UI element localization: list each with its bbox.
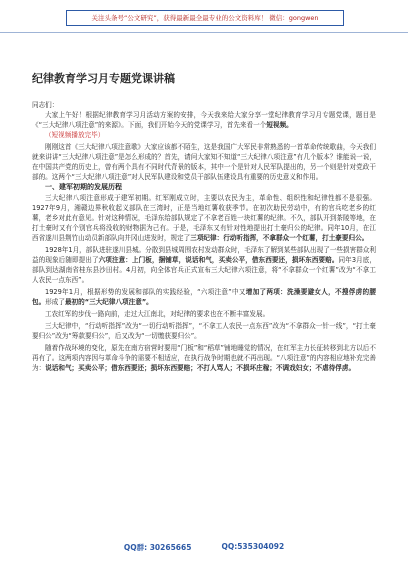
p4-text: 1929年1月，根据形势的发展和部队的实践经验，“六项注意”中又	[45, 288, 246, 296]
footer-qq: QQ:535304092	[221, 542, 285, 551]
intro-paragraph	[32, 110, 376, 130]
p4-bold-2: 最初的“三大纪律八项注意”。	[64, 298, 153, 306]
intro-text: 大家上午好！根据纪律教育学习月活动方案的安排，今天我来给大家分享一堂纪律教育学习月专题党课，题目是《“三大纪律八项注意”的来源》。下面，我们开始今天的党课学习，首先来看一个	[32, 111, 376, 129]
p2-bold: 三项纪律：行动听指挥，不拿群众一个红薯，打土豪要归公。	[190, 234, 369, 242]
document-body	[32, 100, 376, 373]
paragraph-7	[32, 343, 376, 373]
header-divider	[0, 32, 408, 33]
paragraph-6: 三大纪律中，“行动听指挥”改为“一切行动听指挥”，“不拿工人农民一点东西”改为“不拿群众一针一线”，“打土豪要归公”改为“筹款要归公”，后又改为“一切缴获要归公”。	[32, 322, 376, 340]
video-note: （短视频播放完毕）	[45, 131, 105, 139]
p4-tail: 形成了	[45, 298, 65, 306]
paragraph-5: 工农红军的步伐一路向前，走过大江南北，对纪律的要求也在不断丰富发展。	[45, 310, 270, 318]
p7-text: 随着作战环境的变化，原先在南方宿营时要用“门板”和“稻草”铺地睡觉的情况，在红军主力长征转移到北方以后不再有了。这两项内容因与革命斗争的需要不相适应，在执行战争时期也就不再出现。“八项注意”的内容相应地补充完善为：	[32, 344, 376, 372]
footer	[0, 542, 408, 554]
document-title: 纪律教育学习月专题党课讲稿	[32, 72, 175, 85]
section-heading-1: 一、建军初期的发展历程	[45, 183, 122, 191]
paragraph-4	[32, 287, 376, 307]
paragraph-1: 刚刚这首《三大纪律八项注意歌》大家应该都不陌生，这是我国广大军民非常熟悉的一首革命传统歌曲，今天我们就来讲讲“三大纪律八项注意”是怎么形成的？首先，请问大家知不知道“三大纪律八项注意”有几个版本？谁能说一说，在中国共产党的历史上，曾有两个具有不同时代背景的版本，其中一个是针对人民军队提出的，另一个则是针对党政干部的。这两个“三大纪律八项注意”对人民军队建设和党员干部队伍建设具有重要的历史意义和作用。	[32, 143, 376, 181]
p2-text: 三大纪律八项注意形成于建军初期。红军刚成立时，主要以农民为主，革命性、组织性和纪律性都不是很强。1927年9月，湘赣边界秋收起义部队在三湾时，正是当地红薯收获季节。在初次助民劳动中，有的官兵吃老乡的红薯，老乡对此有意见。针对这种情况，毛泽东给部队规定了不拿老百姓一块红薯的纪律。不久，部队开到茶陵等地，在打土豪时又有个别官兵将没收的财物据为己有。于是，毛泽东又有针对性地提出打土豪归公的纪律。同年10月，在江西省遂川县荆竹山动员新部队向井冈山进发时，规定了	[32, 194, 376, 242]
p7-bold: 说话和气；买卖公平；借东西要还；损坏东西要赔；不打人骂人；不损坏庄稼；不调戏妇女；不虐待俘虏。	[45, 364, 356, 372]
intro-bold: 短视频。	[266, 121, 293, 129]
p3-bold: 六项注意：上门板，捆铺草，说话和气，买卖公平，借东西要还，损坏东西要赔。	[98, 256, 339, 264]
promo-banner-text: 关注头条号“公文研究”，获得最新最全最专业的公文资料库！ 微信：gongwen	[91, 14, 319, 22]
greeting: 同志们：	[32, 101, 59, 109]
footer-qq-group: QQ群: 30265665	[123, 543, 192, 552]
paragraph-3	[32, 245, 376, 285]
p3-text: 1928年1月，部队进驻遂川县城。分散到县城周围农村发动群众时，毛泽东了解到某些部队出现了一些损害群众利益的现象后随即提出了	[32, 246, 376, 264]
promo-banner[interactable]	[66, 10, 344, 26]
paragraph-2	[32, 193, 376, 243]
p4-bold: 增加了两项：洗澡要避女人，不搜俘虏的腰包。	[32, 288, 377, 306]
p3-tail: 同年3月底，部队到达湖南省桂东县沙田村。4月初，向全体官兵正式宣布三大纪律六项注意，将“不拿群众一个红薯”改为“不拿工人农民一点东西”。	[32, 256, 377, 284]
